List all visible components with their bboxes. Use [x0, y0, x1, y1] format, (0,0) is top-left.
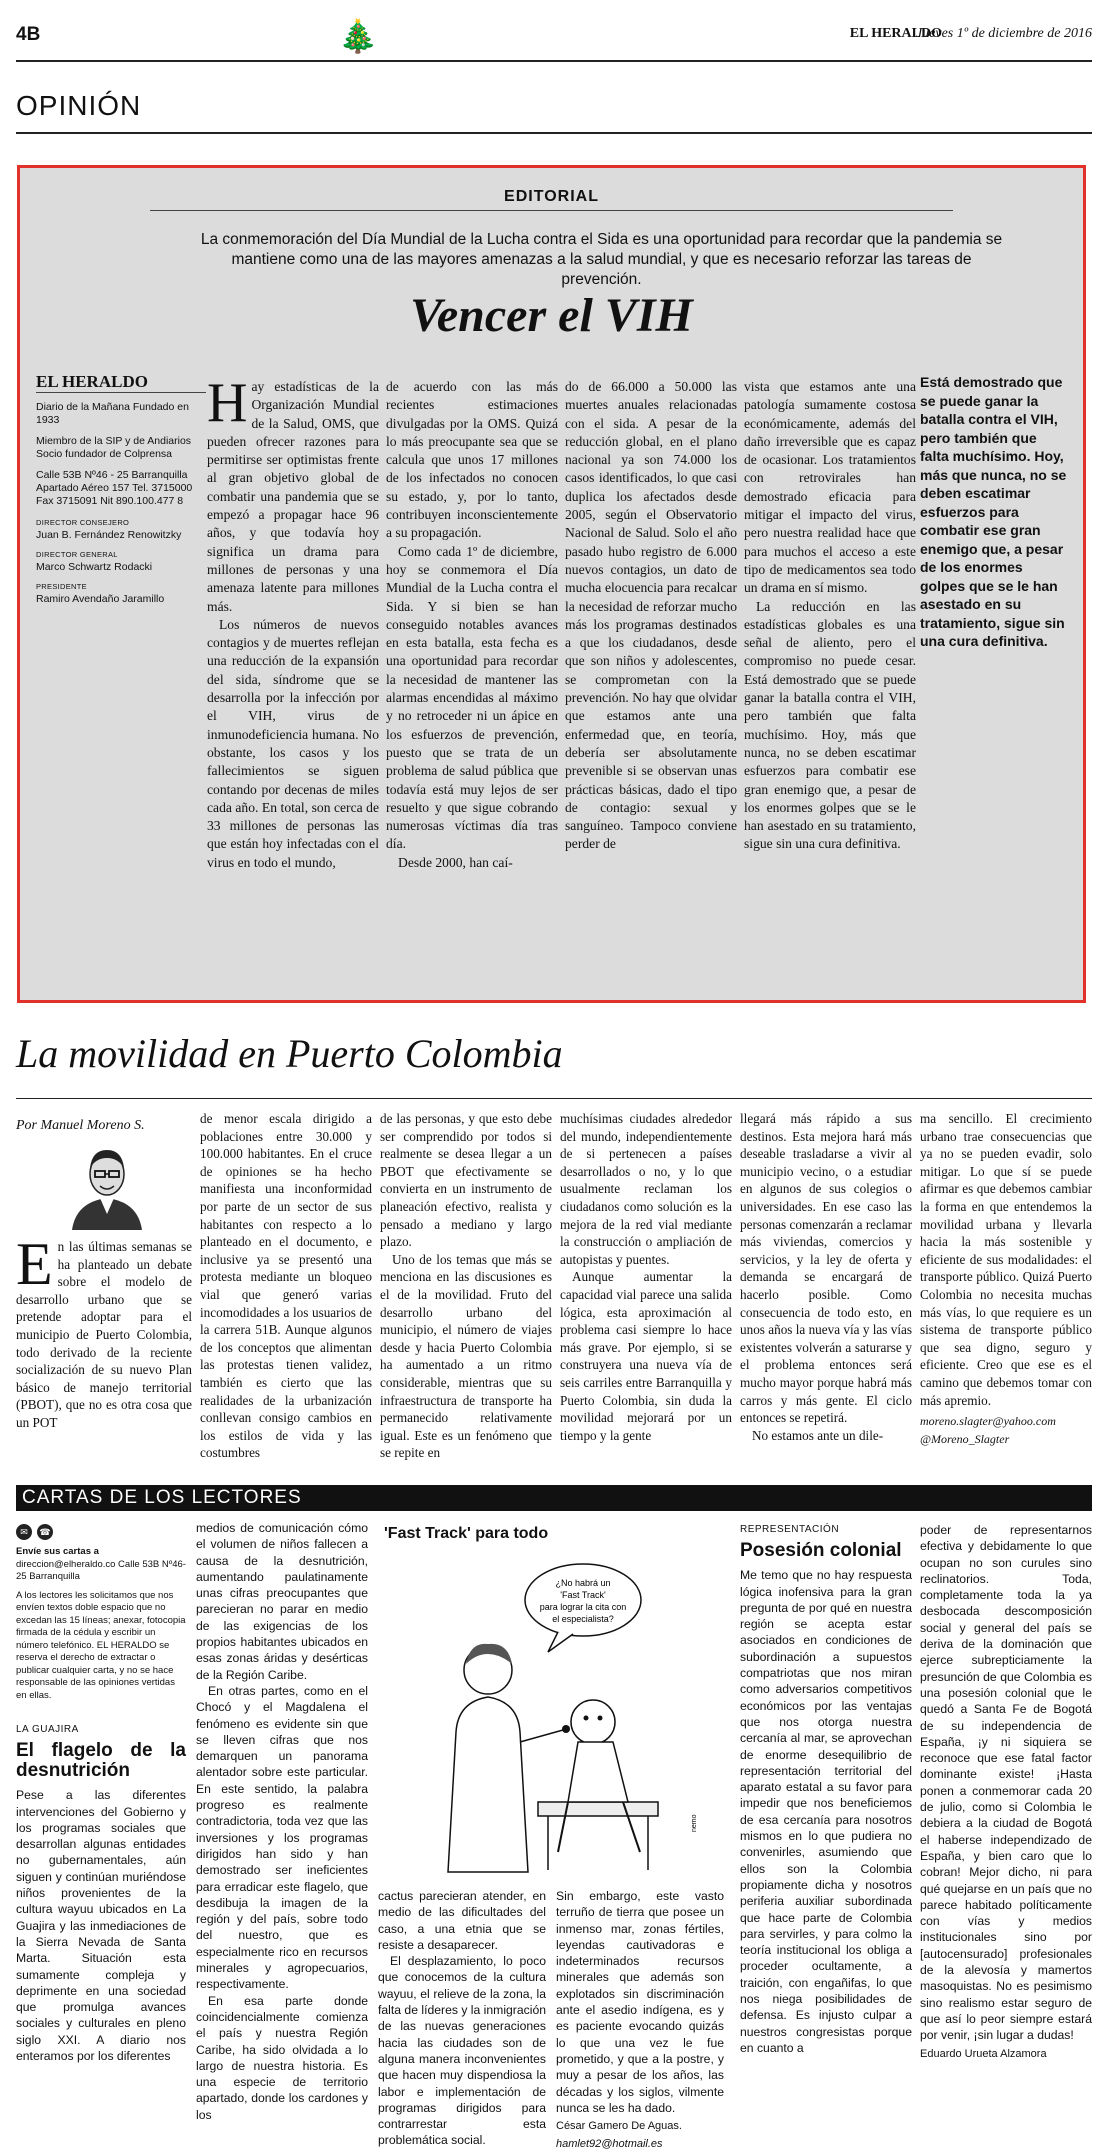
- christmas-ornament-icon: 🎄: [338, 18, 378, 54]
- cartoon-title: 'Fast Track' para todo: [384, 1525, 549, 1542]
- author-email[interactable]: moreno.slagter@yahoo.com: [920, 1414, 1056, 1429]
- author-twitter[interactable]: @Moreno_Slagter: [920, 1431, 1010, 1446]
- paragraph: Desde 2000, han caí-: [398, 854, 513, 870]
- cartoon-bubble-line-3: para lograr la cita con: [539, 1602, 627, 1612]
- staff-director: Juan B. Fernández Renowitzky: [36, 529, 182, 541]
- paragraph: En esa parte donde coincidencialmente comienza el país y nuestra Región Caribe, ha sido olvidada a lo largo de nuestra historia. Es una especie de territorio apartado, donde los cardones y los: [196, 1993, 368, 2122]
- column-text-4: [560, 1110, 732, 1444]
- staff-director-label: DIRECTOR CONSEJERO: [36, 518, 130, 527]
- letters-banner: CARTAS DE LOS LECTORES: [16, 1485, 1092, 1511]
- column-text-6: [920, 1110, 1092, 1448]
- letter1-title: El flagelo de la desnutrición: [16, 1740, 186, 1782]
- paragraph: La reducción en las estadísticas globales es una señal de aliento, pero el compromiso no puede cesar. Está demostrado que se puede ganar la batalla contra el VIH, pero también que falta muchísimo. Hoy, más que nunca, no se deben escatimar esfuerzos para combatir ese gran enemigo que, a pesar de los enormes golpes que se le han asestado en su tratamiento, sigue sin una cura definitiva.: [744, 598, 916, 852]
- paper-name: EL HERALDO: [849, 26, 942, 41]
- paragraph: de las personas, y que esto debe ser comprendido por todos si realmente se desea llegar a un PBOT que efectivamente se convierta en un instrumento de planeación efectivo, realista y pensado a mediano y largo plazo.: [380, 1111, 552, 1250]
- staff-brand: EL HERALDO: [36, 375, 206, 393]
- paragraph: No estamos ante un dile-: [752, 1427, 884, 1443]
- paragraph: El desplazamiento, lo poco que conocemos de la cultura wayuu, el relieve de la zona, la falta de líderes y la inmigración de las nuevas generaciones hacia las ciudades son de alguna manera inconvenientes que hacen muy dispendiosa la labor e implementación de programas dirigidos para contrarrestar esta problemática social.: [378, 1954, 547, 2148]
- editorial-title: Vencer el VIH: [410, 289, 693, 342]
- staff-general: Marco Schwartz Rodacki: [36, 561, 153, 573]
- paragraph: do de 66.000 a 50.000 las muertes anuales relacionadas con el sida. A pesar de la reducción global, en el plano nacional ya son 74.000 los casos identificados, lo que casi duplica los afectados desde 2005, según el Observatorio Nacional de Salud. Solo el año pasado hubo registro de 6.000 nuevos contagios, un dato de mucha elocuencia para recalcar la necesidad de reforzar mucho más los programas destinados a que los ciudadanos, desde que son niños y adolescentes, se comprometan con la prevención. No hay que olvidar que estamos ante una enfermedad que, en teoría, debería ser absolutamente prevenible si se observan unas prácticas básicas, dado el tipo de contagio: sexual y sanguíneo. Tampoco conviene perder de: [565, 379, 737, 852]
- contact-icons: [16, 1524, 186, 1540]
- letter1-email[interactable]: hamlet92@hotmail.es: [556, 2138, 663, 2151]
- paragraph: medios de comunicación cómo el volumen de niños fallecen a causa de la desnutrición, aumentando paulatinamente unas cifras preocupantes que parecieran no parar en medio de las exigencias de los propios habitantes ubicados en esas zonas áridas y desérticas de la Región Caribe.: [196, 1521, 368, 1682]
- letter2-kicker: REPRESENTACIÓN: [740, 1524, 840, 1535]
- editorial-lede: La conmemoración del Día Mundial de la Lucha contra el Sida es una oportunidad para recordar que la pandemia se mantiene como una de las mayores amenazas a la salud mundial, y que es necesario reforzar las tareas de prevención.: [200, 231, 1003, 288]
- paragraph: Como cada 1º de diciembre, hoy se conmemora el Día Mundial de la Lucha contra el Sida. Y si bien se han conseguido notables avances en esta batalla, esta fecha es una oportunidad para recordar la necesidad de mantener las alarmas encendidas al máximo y no retroceder ni un ápice en los esfuerzos de prevención, puesto que se trata de un problema de salud pública que todavía está muy lejos de ser resuelto y que sigue cobrando numerosas víctimas día tras día.: [386, 543, 558, 852]
- editorial-dropcap: H: [207, 372, 248, 434]
- column-text-3: [380, 1110, 552, 1462]
- author-portrait: [62, 1140, 152, 1230]
- section-title: OPINIÓN: [16, 90, 142, 121]
- letters-info-box: [16, 1520, 186, 1702]
- editorial-column-1: [207, 372, 379, 872]
- letter1-column-1: [16, 1722, 186, 2064]
- letter1-kicker: LA GUAJIRA: [16, 1724, 79, 1735]
- issue-date: Jueves 1º de diciembre de 2016: [915, 26, 1092, 41]
- page-header: [16, 18, 1092, 62]
- cartoon-bubble-line-4: el especialista?: [552, 1614, 614, 1624]
- paragraph: n las últimas semanas se ha planteado un debate sobre el modelo de desarrollo urbano que se pretende adoptar para el municipio de Puerto Colombia, todo derivado de la reciente socialización de su nuevo Plan básico de manejo territorial (PBOT), que no es otra cosa que un POT: [16, 1239, 192, 1430]
- letters-rules: A los lectores les solicitamos que nos envíen textos doble espacio que no excedan las 15 líneas; anexar, fotocopia firmada de la cédula y escribir un número telefónico. EL HERALDO se reserva el derecho de extractar o publicar cualquier carta, y no se hace responsable de las opiniones vertidas en ellas.: [16, 1589, 186, 1701]
- cartoon-credit: nemo: [691, 1814, 698, 1832]
- staff-president: Ramiro Avendaño Jaramillo: [36, 593, 165, 605]
- staff-president-label: PRESIDENTE: [36, 582, 87, 591]
- paragraph: ay estadísticas de la Organización Mundial de la Salud, OMS, que pueden ofrecer razones para permitirse ser optimistas frente al gran objetivo global de combatir una pandemia que se empezó a propagar hace 96 años, y que todavía hoy significa un drama para millones de personas y una amenaza latente para millones más.: [207, 379, 379, 614]
- column-text-2: [200, 1110, 372, 1462]
- phone-icon: ☎: [37, 1524, 53, 1540]
- paragraph: Me temo que no hay respuesta lógica inofensiva para la gran pregunta de por qué en nuestra región se acepta estar asociados en condiciones de subordinación a supuestos compatriotas que nos miran como adversarios competitivos económicos por las ventajas que nos otorga nuestra cercanía al mar, se aprovechan de enorme desequilibrio de representación territorial del aparato estatal a su favor para impedir que nos beneficiemos de esa cercanía para nosotros mismos en lo que pudiera no convenirles, asumiendo que ellos son la Colombia propiamente dicha y nosotros periferia auxiliar subordinada que hace parte de Colombia para servirles, y para colmo la teoría institucional los obliga a proceder ocultamente, a traición, con engañifas, lo que nos niega posibilidades de defensa. Es injusto culpar a nuestros congresistas porque en cuanto a: [740, 1568, 912, 2055]
- letter1-column-4: [556, 1888, 724, 2153]
- article-rule: [16, 1098, 1092, 1099]
- paragraph: Los números de nuevos contagios y de muertes reflejan una reducción de la expansión del sida, síndrome que se desarrolla por la infección por el VIH, virus de inmunodeficiencia humana. No obstante, los casos y los fallecimientos se siguen contando por decenas de miles cada año. En total, son cerca de 33 millones de personas las que están hoy infectadas con el virus en todo el mundo,: [207, 616, 379, 870]
- article-title: La movilidad en Puerto Colombia: [16, 1031, 563, 1076]
- section-rule: [16, 132, 1092, 134]
- send-title: Envíe sus cartas a: [16, 1546, 99, 1557]
- paragraph: poder de representarnos efectiva y debidamente lo que ocupan no son curules sino reclinatorios. Toda, completamente toda la ya desbocada descomposición social y general del país se deriva de la dominación que ejerce subrepticiamente la presunción de que Colombia es una posesión colonial que le quedó a Santa Fe de Bogotá de su independencia de España, ¡y ni siquiera se reconoce que ese fatal factor dominante existe! ¡Hasta ponen a conmemorar cada 20 de julio, como si Colombia le debiera a la ciudad de Bogotá el haberse independizado de España, y bien caro que lo cobran! Mejor dicho, ni para qué quejarse en un país que no parece habitado políticamente con vías y medios institucionales sino por [autocensurado] profesionales de la alevosía y mamertos masoquistas. No es pesimismo sino realismo estar seguro de que así lo peor siempre estará por venir, ¡sin lugar a dudas!: [920, 1523, 1092, 2043]
- page-number: 4B: [16, 24, 41, 45]
- column-text-1: [16, 1231, 192, 1432]
- paragraph: Sin embargo, este vasto terruño de tierra que posee un inmenso mar, zonas fértiles, leyendas cautivadoras e indeterminados recursos minerales que además son explotados sin discriminación ante el asedio indígena, es y es paciente evocando quizás lo que una vez le fue prometido, y que a la postre, y muy a pesar de los años, las décadas y los siglos, vilmente nunca se les ha dado.: [556, 1889, 724, 2115]
- paragraph: ma sencillo. El crecimiento urbano trae consecuencias que ya no se pueden evadir, solo mitigar. Lo que sí se puede afirmar es que debemos cambiar la forma en que entendemos la movilidad urbana y llevarla hacia la más sostenible y eficiente de sus modalidades: el transporte público. Quizá Puerto Colombia no necesita muchas más vías, lo que requiere es un sistema de transporte público que sea digno, seguro y eficiente. Creo que ese es el camino que debemos tomar con más apremio.: [920, 1111, 1092, 1408]
- editorial-column-3: [565, 378, 737, 854]
- cartoon-bubble-line-1: ¿No habrá un: [555, 1578, 611, 1588]
- letter2-column-1: [740, 1522, 912, 2056]
- paragraph: Pese a las diferentes intervenciones del Gobierno y los programas sociales que desarrollan algunas entidades no gubernamentales, aún siguen y continúan muriéndose niños provenientes de la cultura wayuu ubicados en La Guajira y las inmediaciones de la Sierra Nevada de Santa Marta. Situación esta sumamente compleja y deprimente en una sociedad que promulga avances sociales y culturales en pleno siglo XXI. A diario nos enteramos por los diferentes: [16, 1788, 186, 2064]
- staff-general-label: DIRECTOR GENERAL: [36, 550, 118, 559]
- letter2-signature: Eduardo Urueta Alzamora: [920, 2047, 1047, 2060]
- paragraph: cactus parecieran atender, en medio de las dificultades del caso, a una etnia que se resiste a desaparecer.: [378, 1889, 546, 1952]
- editorial-label: EDITORIAL: [504, 188, 599, 205]
- editorial-column-2: [386, 378, 558, 872]
- cartoon-illustration: [378, 1552, 713, 1882]
- staff-member: Miembro de la SIP y de Andiarios Socio fundador de Colprensa: [36, 435, 192, 460]
- pull-quote: Está demostrado que se puede ganar la batalla contra el VIH, pero también que falta muchísimo. Hoy, más que nunca, no se deben escatimar esfuerzos para combatir ese gran enemigo que, a pesar de los enormes golpes que se le han asestado en su tratamiento, sigue sin una cura definitiva.: [920, 374, 1067, 649]
- paragraph: Aunque aumentar la capacidad vial parece una salida lógica, esta aproximación al problema casi siempre lo hace más grave. Por ejemplo, si se construyera una nueva vía de seis carriles entre Barranquilla y Puerto Colombia, sin duda la movilidad mejorará por un tiempo y la gente: [560, 1269, 732, 1443]
- paragraph: llegará más rápido a sus destinos. Esta mejora hará más deseable trasladarse a vivir al municipio vecino, o a estudiar en algunos de sus colegios o universidades. En ese caso las personas comenzarán a reclamar más viviendas, comercios y servicios, y la ley de oferta y demanda se encargará de hacerlo posible. Como consecuencia de todo esto, en unos años la nueva vía y las vías existentes volverán a saturarse y el problema entonces será mucho mayor porque habrá más carros y más gente. El ciclo entonces se repetirá.: [740, 1111, 912, 1426]
- mail-icon: ✉: [16, 1524, 32, 1540]
- paragraph: En otras partes, como en el Chocó y el Magdalena el fenómeno es evidente sin que se lleven cifras que nos demarquen un panorama alentador sobre este particular. En este sentido, la palabra progreso es realmente contradictoria, toda vez que las inversiones y los programas dirigidos han sido y han demostrado ser ineficientes para erradicar este flagelo, que desdibuja la imagen de la región y del país, sobre todo del nuestro, que es especialmente rico en recursos minerales y agropecuarios, respectivamente.: [196, 1683, 368, 1992]
- paragraph: de acuerdo con las más recientes estimaciones divulgadas por la OMS. Quizá lo más preocupante sea que se calcula que unos 17 millones de los infectados no conocen su estado, y, por lo tanto, contribuyen inconscientemente a su propagación.: [386, 379, 558, 541]
- editorial-divider: [150, 210, 953, 211]
- staff-box: [36, 372, 206, 606]
- staff-address: Calle 53B Nº46 - 25 Barranquilla Apartado Aéreo 157 Tel. 3715000 Fax 3715091 Nit 890.100.477 8: [36, 469, 193, 507]
- staff-founded: Diario de la Mañana Fundado en 1933: [36, 401, 189, 426]
- paragraph: Uno de los temas que más se menciona en las discusiones es el de la movilidad. Fruto del desarrollo urbano del municipio, el número de viajes desde y hacia Puerto Colombia ha aumentado a un ritmo considerable, mientras que su infraestructura de transporte ha permanecido relativamente igual. Este es un fenómeno que se repite en: [380, 1251, 552, 1461]
- letter2-title: Posesión colonial: [740, 1540, 902, 1562]
- paragraph: de menor escala dirigido a poblaciones entre 30.000 y 100.000 habitantes. En el cruce de opiniones se ha hecho manifiesta una inconformidad por parte de un sector de sus habitantes con respecto a lo planteado en el documento, e inclusive ya se presentó una protesta mediante un bloqueo vial que generó varias incomodidades a los usuarios de la carrera 51B. Aunque algunos de los conceptos que alimentan las protestas tienen validez, también es cierto que las realidades de la urbanización conllevan consigo cambios en los estilos de vida y las costumbres: [200, 1111, 372, 1461]
- column-dropcap: E: [16, 1231, 53, 1297]
- send-address[interactable]: direccion@elheraldo.co Calle 53B Nº46-25 Barranquilla: [16, 1558, 186, 1582]
- cartoon-bubble-line-2: 'Fast Track': [560, 1590, 606, 1600]
- paragraph: vista que estamos ante una patología sumamente costosa económicamente, además del daño irreversible que es capaz de ocasionar. Los tratamientos con retrovirales han demostrado eficacia para mitigar el impacto del virus, pero nuestra realidad hace que para muchos el acceso a este tipo de medicamentos sea todo un drama en sí mismo.: [744, 379, 916, 596]
- paragraph: muchísimas ciudades alrededor del mundo, independientemente de si pertenecen a países desarrollados o no, y lo que usualmente reclaman los ciudadanos como solución es la mejora de la red vial mediante la construcción o ampliación de autopistas y puentes.: [560, 1111, 732, 1267]
- letter1-signature: César Gamero De Aguas.: [556, 2120, 682, 2133]
- editorial-box: [17, 165, 1086, 1003]
- byline: Por Manuel Moreno S.: [16, 1118, 145, 1133]
- letter2-column-2: [920, 1522, 1092, 2062]
- column-text-5: [740, 1110, 912, 1444]
- editorial-column-4: [744, 378, 916, 854]
- letter1-column-3: [378, 1888, 546, 2149]
- letter1-column-2: [196, 1520, 368, 2123]
